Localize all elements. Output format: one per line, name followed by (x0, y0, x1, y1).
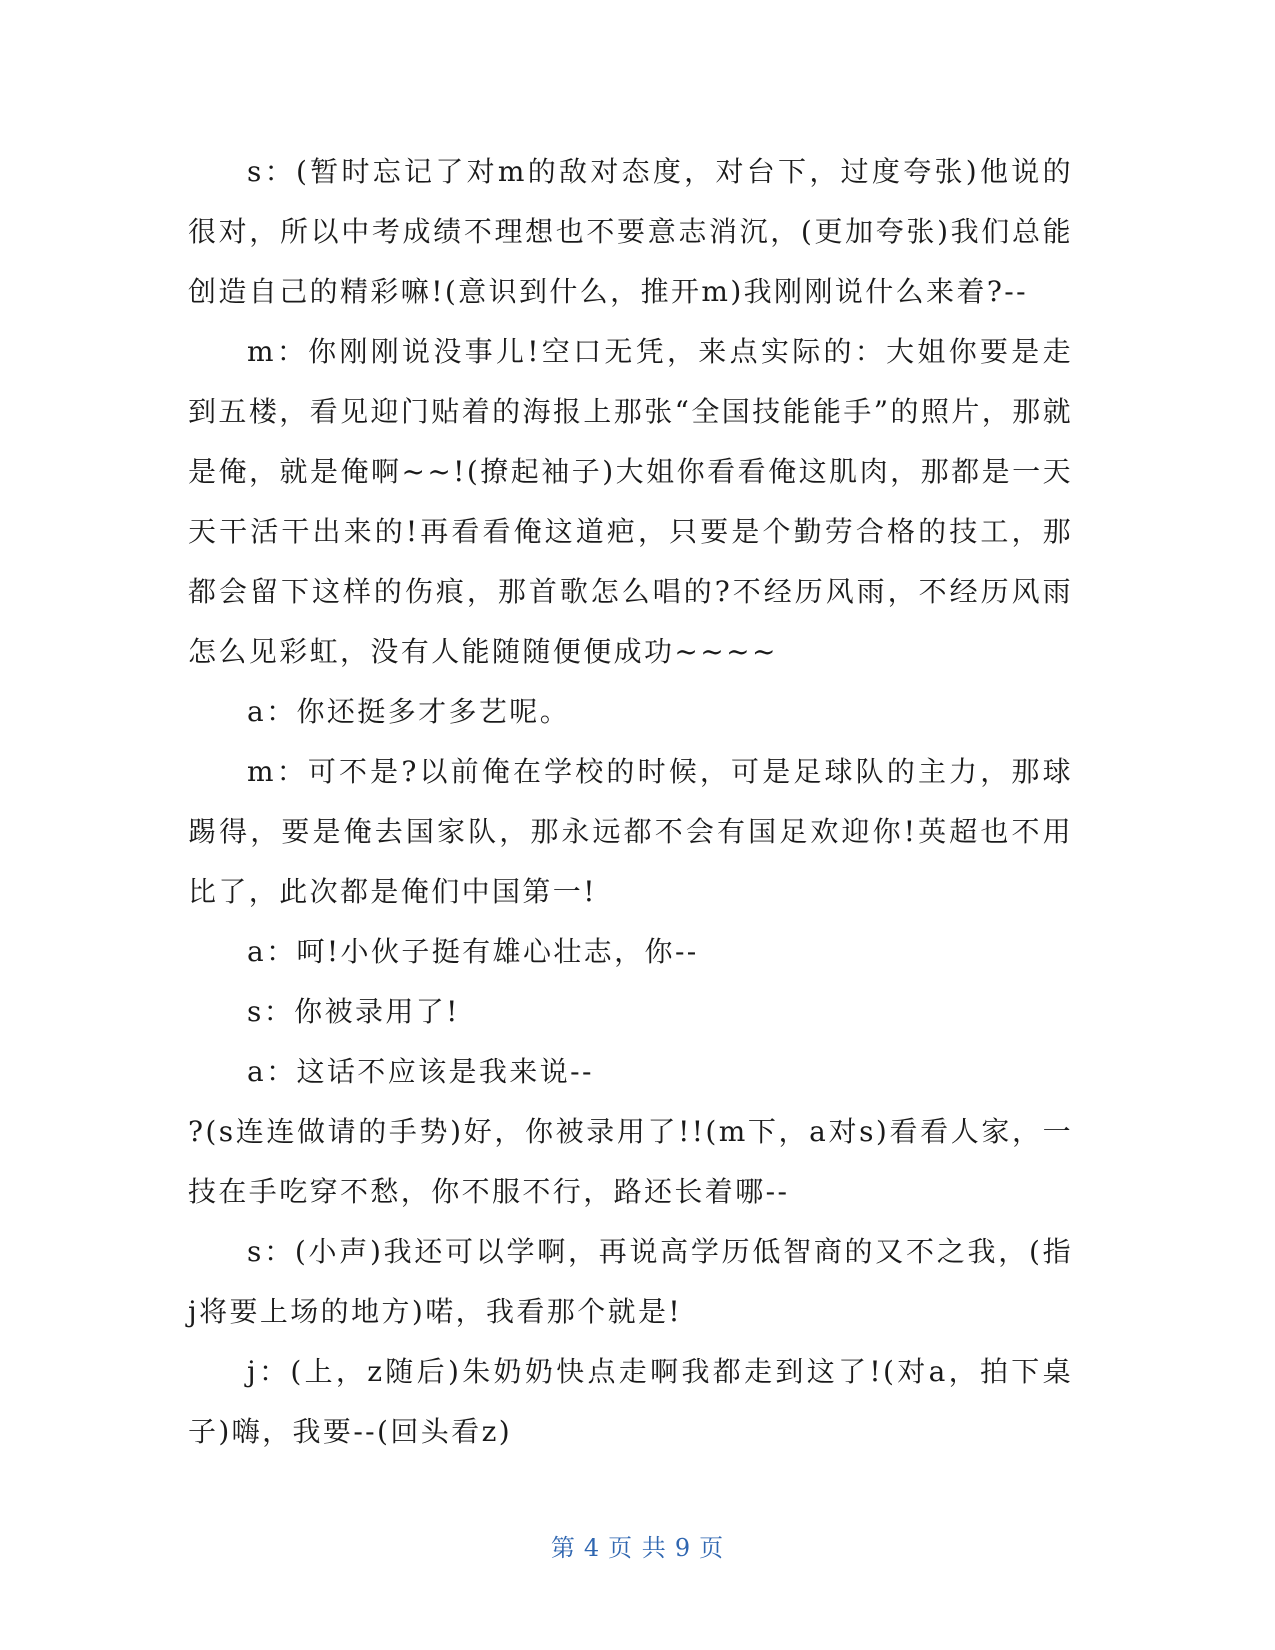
paragraph: a：呵!小伙子挺有雄心壮志，你-- (247, 935, 699, 968)
total-page-number: 9 (674, 1534, 692, 1562)
paragraph: s：你被录用了! (247, 995, 460, 1028)
paragraph: s：(暂时忘记了对m的敌对态度，对台下，过度夸张)他说的很对，所以中考成绩不理想也不要意志消沉，(更加夸张)我们总能创造自己的精彩嘛!(意识到什么，推开m)我刚刚说什么来着?-- (188, 155, 1073, 308)
document-body (188, 142, 1073, 1462)
paragraph: a：你还挺多才多艺呢。 (247, 695, 571, 728)
footer-middle: 页 共 (608, 1534, 667, 1562)
paragraph: m：你刚刚说没事儿!空口无凭，来点实际的：大姐你要是走到五楼，看见迎门贴着的海报上那张“全国技能能手”的照片，那就是俺，就是俺啊~~!(撩起袖子)大姐你看看俺这肌肉，那都是一天天干活干出来的!再看看俺这道疤，只要是个勤劳合格的技工，那都会留下这样的伤痕，那首歌怎么唱的?不经历风雨，不经历风雨怎么见彩虹，没有人能随随便便成功~~~~ (188, 335, 1073, 668)
paragraph: s：(小声)我还可以学啊，再说高学历低智商的又不之我，(指j将要上场的地方)喏，我看那个就是! (188, 1235, 1073, 1328)
footer-prefix: 第 (550, 1534, 576, 1562)
paragraph: j：(上，z随后)朱奶奶快点走啊我都走到这了!(对a，拍下桌子)嗨，我要--(回头看z) (188, 1355, 1073, 1448)
current-page-number: 4 (583, 1534, 601, 1562)
paragraph: m：可不是?以前俺在学校的时候，可是足球队的主力，那球踢得，要是俺去国家队，那永远都不会有国足欢迎你!英超也不用比了，此次都是俺们中国第一! (188, 755, 1073, 908)
paragraph: ?(s连连做请的手势)好，你被录用了!!(m下，a对s)看看人家，一技在手吃穿不愁，你不服不行，路还长着哪-- (188, 1115, 1073, 1208)
page-footer (0, 1528, 1275, 1563)
paragraph: a：这话不应该是我来说-- (247, 1055, 594, 1088)
footer-suffix: 页 (699, 1534, 725, 1562)
